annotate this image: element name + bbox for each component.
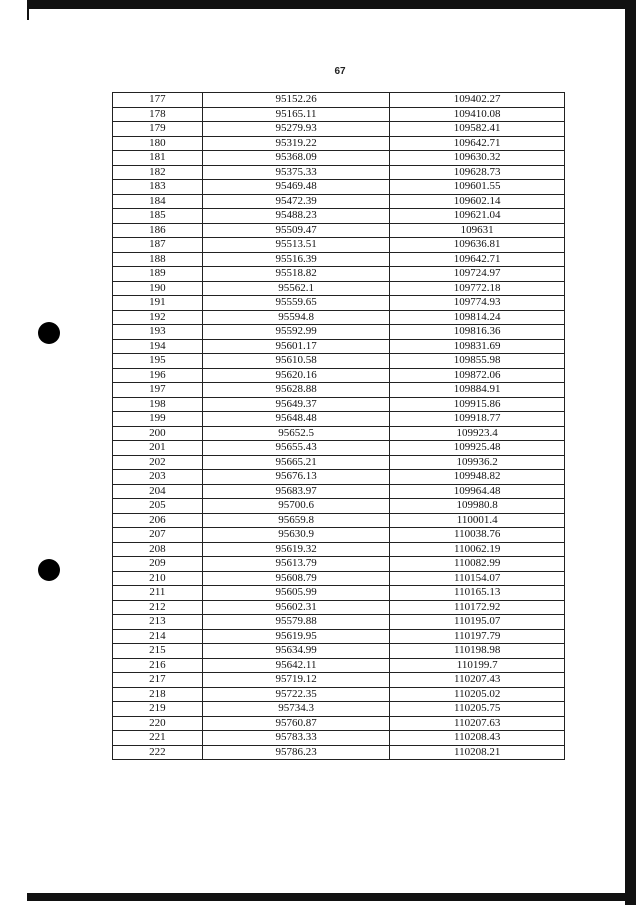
x-value-cell: 95518.82 <box>202 267 390 282</box>
row-index-cell: 193 <box>113 325 203 340</box>
table-row <box>113 209 565 224</box>
x-value-cell: 95628.88 <box>202 383 390 398</box>
x-value-cell: 95760.87 <box>202 716 390 731</box>
table-row <box>113 644 565 659</box>
y-value-cell: 109872.06 <box>390 368 565 383</box>
table-row <box>113 296 565 311</box>
x-value-cell: 95786.23 <box>202 745 390 760</box>
y-value-cell: 109642.71 <box>390 136 565 151</box>
coordinate-table <box>112 92 565 760</box>
y-value-cell: 110062.19 <box>390 542 565 557</box>
table-row <box>113 586 565 601</box>
y-value-cell: 109724.97 <box>390 267 565 282</box>
table-row <box>113 180 565 195</box>
x-value-cell: 95488.23 <box>202 209 390 224</box>
x-value-cell: 95605.99 <box>202 586 390 601</box>
x-value-cell: 95734.3 <box>202 702 390 717</box>
table-row <box>113 629 565 644</box>
table-row <box>113 194 565 209</box>
row-index-cell: 196 <box>113 368 203 383</box>
x-value-cell: 95655.43 <box>202 441 390 456</box>
table-row <box>113 281 565 296</box>
x-value-cell: 95649.37 <box>202 397 390 412</box>
x-value-cell: 95610.58 <box>202 354 390 369</box>
row-index-cell: 218 <box>113 687 203 702</box>
table-row <box>113 122 565 137</box>
y-value-cell: 110207.63 <box>390 716 565 731</box>
y-value-cell: 109630.32 <box>390 151 565 166</box>
y-value-cell: 110208.21 <box>390 745 565 760</box>
row-index-cell: 181 <box>113 151 203 166</box>
y-value-cell: 110038.76 <box>390 528 565 543</box>
x-value-cell: 95375.33 <box>202 165 390 180</box>
table-row <box>113 470 565 485</box>
table-row <box>113 93 565 108</box>
y-value-cell: 109628.73 <box>390 165 565 180</box>
row-index-cell: 221 <box>113 731 203 746</box>
row-index-cell: 220 <box>113 716 203 731</box>
row-index-cell: 184 <box>113 194 203 209</box>
table-row <box>113 267 565 282</box>
table-row <box>113 165 565 180</box>
y-value-cell: 109814.24 <box>390 310 565 325</box>
x-value-cell: 95665.21 <box>202 455 390 470</box>
x-value-cell: 95642.11 <box>202 658 390 673</box>
punch-hole-lower <box>38 559 60 581</box>
row-index-cell: 186 <box>113 223 203 238</box>
row-index-cell: 191 <box>113 296 203 311</box>
table-row <box>113 252 565 267</box>
x-value-cell: 95619.32 <box>202 542 390 557</box>
y-value-cell: 109621.04 <box>390 209 565 224</box>
row-index-cell: 203 <box>113 470 203 485</box>
y-value-cell: 109915.86 <box>390 397 565 412</box>
y-value-cell: 109601.55 <box>390 180 565 195</box>
y-value-cell: 109980.8 <box>390 499 565 514</box>
x-value-cell: 95513.51 <box>202 238 390 253</box>
y-value-cell: 110001.4 <box>390 513 565 528</box>
y-value-cell: 109642.71 <box>390 252 565 267</box>
x-value-cell: 95579.88 <box>202 615 390 630</box>
x-value-cell: 95592.99 <box>202 325 390 340</box>
table-row <box>113 107 565 122</box>
x-value-cell: 95562.1 <box>202 281 390 296</box>
y-value-cell: 110208.43 <box>390 731 565 746</box>
x-value-cell: 95783.33 <box>202 731 390 746</box>
y-value-cell: 110197.79 <box>390 629 565 644</box>
row-index-cell: 204 <box>113 484 203 499</box>
y-value-cell: 110198.98 <box>390 644 565 659</box>
x-value-cell: 95319.22 <box>202 136 390 151</box>
y-value-cell: 109772.18 <box>390 281 565 296</box>
y-value-cell: 109636.81 <box>390 238 565 253</box>
table-row <box>113 368 565 383</box>
table-row <box>113 339 565 354</box>
row-index-cell: 187 <box>113 238 203 253</box>
y-value-cell: 110199.7 <box>390 658 565 673</box>
row-index-cell: 195 <box>113 354 203 369</box>
row-index-cell: 179 <box>113 122 203 137</box>
table-row <box>113 600 565 615</box>
x-value-cell: 95634.99 <box>202 644 390 659</box>
x-value-cell: 95648.48 <box>202 412 390 427</box>
table-row <box>113 223 565 238</box>
y-value-cell: 109831.69 <box>390 339 565 354</box>
x-value-cell: 95652.5 <box>202 426 390 441</box>
row-index-cell: 215 <box>113 644 203 659</box>
scan-border-bottom <box>27 893 636 901</box>
row-index-cell: 194 <box>113 339 203 354</box>
table-row <box>113 702 565 717</box>
row-index-cell: 206 <box>113 513 203 528</box>
y-value-cell: 109402.27 <box>390 93 565 108</box>
x-value-cell: 95683.97 <box>202 484 390 499</box>
scan-border-left <box>27 0 29 20</box>
table-row <box>113 571 565 586</box>
table-row <box>113 412 565 427</box>
row-index-cell: 183 <box>113 180 203 195</box>
table-row <box>113 687 565 702</box>
x-value-cell: 95602.31 <box>202 600 390 615</box>
x-value-cell: 95594.8 <box>202 310 390 325</box>
x-value-cell: 95279.93 <box>202 122 390 137</box>
x-value-cell: 95620.16 <box>202 368 390 383</box>
table-row <box>113 397 565 412</box>
table-row <box>113 745 565 760</box>
table-row <box>113 383 565 398</box>
row-index-cell: 189 <box>113 267 203 282</box>
row-index-cell: 201 <box>113 441 203 456</box>
y-value-cell: 110195.07 <box>390 615 565 630</box>
y-value-cell: 110207.43 <box>390 673 565 688</box>
scan-border-right <box>625 0 636 905</box>
row-index-cell: 219 <box>113 702 203 717</box>
row-index-cell: 197 <box>113 383 203 398</box>
row-index-cell: 217 <box>113 673 203 688</box>
table-row <box>113 484 565 499</box>
row-index-cell: 188 <box>113 252 203 267</box>
scan-border-top <box>27 0 627 9</box>
row-index-cell: 202 <box>113 455 203 470</box>
y-value-cell: 109410.08 <box>390 107 565 122</box>
x-value-cell: 95659.8 <box>202 513 390 528</box>
row-index-cell: 212 <box>113 600 203 615</box>
row-index-cell: 210 <box>113 571 203 586</box>
x-value-cell: 95700.6 <box>202 499 390 514</box>
row-index-cell: 213 <box>113 615 203 630</box>
row-index-cell: 209 <box>113 557 203 572</box>
y-value-cell: 110205.75 <box>390 702 565 717</box>
punch-hole-upper <box>38 322 60 344</box>
y-value-cell: 109884.91 <box>390 383 565 398</box>
y-value-cell: 109774.93 <box>390 296 565 311</box>
row-index-cell: 199 <box>113 412 203 427</box>
x-value-cell: 95719.12 <box>202 673 390 688</box>
row-index-cell: 178 <box>113 107 203 122</box>
table-row <box>113 441 565 456</box>
y-value-cell: 110082.99 <box>390 557 565 572</box>
y-value-cell: 109855.98 <box>390 354 565 369</box>
x-value-cell: 95472.39 <box>202 194 390 209</box>
table-row <box>113 151 565 166</box>
table-row <box>113 238 565 253</box>
row-index-cell: 198 <box>113 397 203 412</box>
row-index-cell: 214 <box>113 629 203 644</box>
x-value-cell: 95601.17 <box>202 339 390 354</box>
table-row <box>113 542 565 557</box>
x-value-cell: 95613.79 <box>202 557 390 572</box>
y-value-cell: 109948.82 <box>390 470 565 485</box>
x-value-cell: 95559.65 <box>202 296 390 311</box>
y-value-cell: 109923.4 <box>390 426 565 441</box>
page-number: 67 <box>334 66 346 77</box>
table-row <box>113 557 565 572</box>
table-row <box>113 673 565 688</box>
row-index-cell: 216 <box>113 658 203 673</box>
y-value-cell: 110172.92 <box>390 600 565 615</box>
y-value-cell: 110154.07 <box>390 571 565 586</box>
x-value-cell: 95516.39 <box>202 252 390 267</box>
table-row <box>113 658 565 673</box>
table-row <box>113 731 565 746</box>
row-index-cell: 190 <box>113 281 203 296</box>
y-value-cell: 109936.2 <box>390 455 565 470</box>
row-index-cell: 211 <box>113 586 203 601</box>
table-row <box>113 310 565 325</box>
row-index-cell: 192 <box>113 310 203 325</box>
row-index-cell: 182 <box>113 165 203 180</box>
table-row <box>113 513 565 528</box>
row-index-cell: 180 <box>113 136 203 151</box>
x-value-cell: 95608.79 <box>202 571 390 586</box>
y-value-cell: 110205.02 <box>390 687 565 702</box>
x-value-cell: 95619.95 <box>202 629 390 644</box>
x-value-cell: 95509.47 <box>202 223 390 238</box>
x-value-cell: 95165.11 <box>202 107 390 122</box>
row-index-cell: 205 <box>113 499 203 514</box>
table-row <box>113 528 565 543</box>
table-row <box>113 499 565 514</box>
table-body <box>113 93 565 760</box>
x-value-cell: 95676.13 <box>202 470 390 485</box>
y-value-cell: 109816.36 <box>390 325 565 340</box>
y-value-cell: 109925.48 <box>390 441 565 456</box>
row-index-cell: 207 <box>113 528 203 543</box>
x-value-cell: 95630.9 <box>202 528 390 543</box>
y-value-cell: 109582.41 <box>390 122 565 137</box>
row-index-cell: 177 <box>113 93 203 108</box>
table-row <box>113 354 565 369</box>
table-row <box>113 426 565 441</box>
y-value-cell: 109631 <box>390 223 565 238</box>
x-value-cell: 95152.26 <box>202 93 390 108</box>
y-value-cell: 109602.14 <box>390 194 565 209</box>
table-row <box>113 455 565 470</box>
x-value-cell: 95722.35 <box>202 687 390 702</box>
y-value-cell: 109964.48 <box>390 484 565 499</box>
row-index-cell: 208 <box>113 542 203 557</box>
table-row <box>113 615 565 630</box>
table-row <box>113 136 565 151</box>
row-index-cell: 200 <box>113 426 203 441</box>
x-value-cell: 95368.09 <box>202 151 390 166</box>
row-index-cell: 185 <box>113 209 203 224</box>
table-row <box>113 716 565 731</box>
table-row <box>113 325 565 340</box>
y-value-cell: 110165.13 <box>390 586 565 601</box>
y-value-cell: 109918.77 <box>390 412 565 427</box>
row-index-cell: 222 <box>113 745 203 760</box>
x-value-cell: 95469.48 <box>202 180 390 195</box>
